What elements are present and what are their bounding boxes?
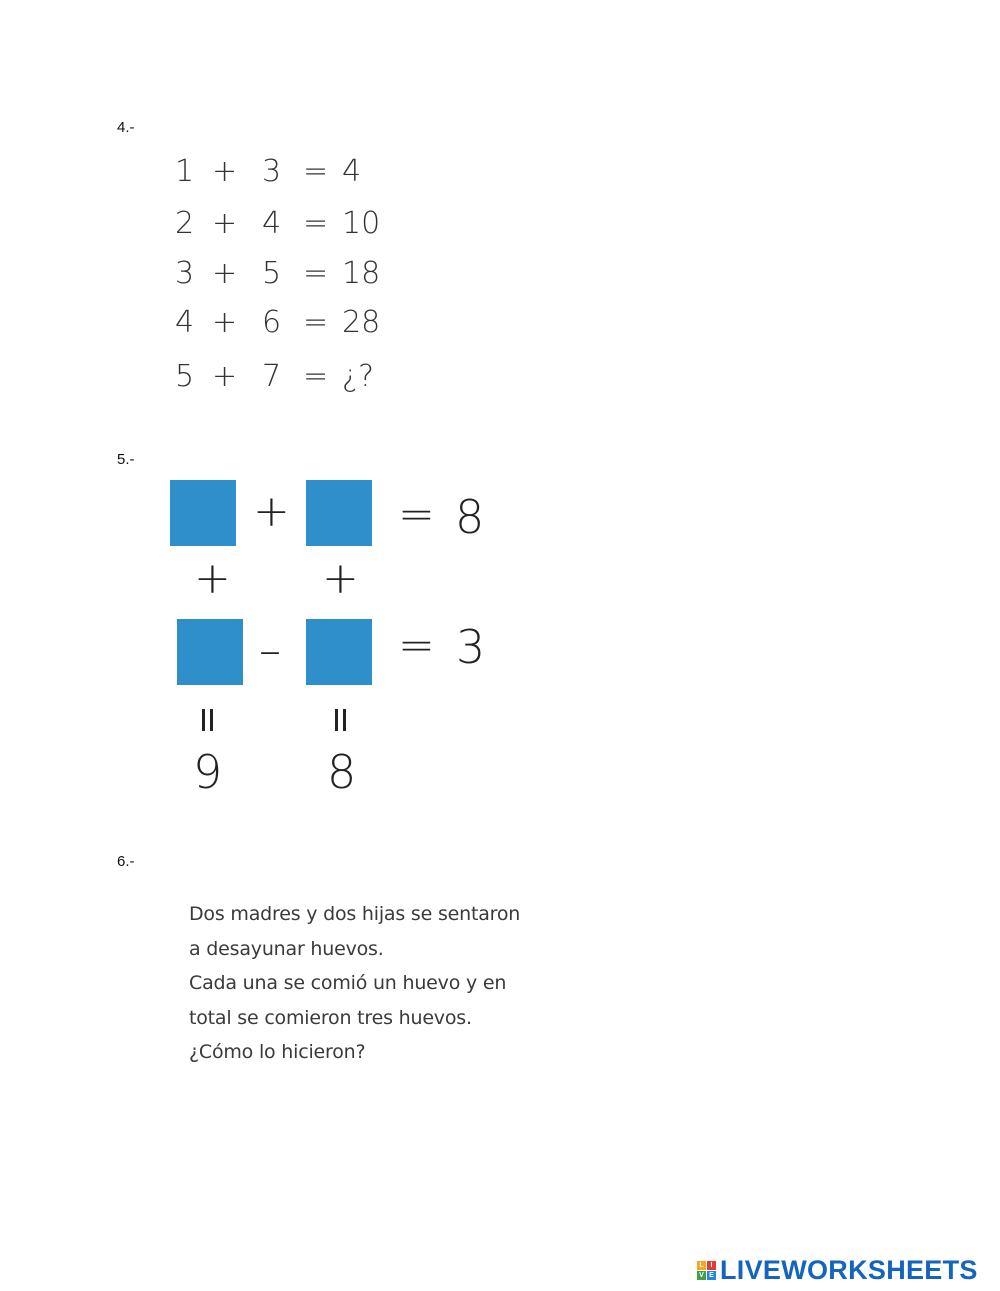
plus-sign: +: [212, 154, 238, 189]
logo-text: LIVEWORKSHEETS: [720, 1255, 978, 1285]
equals-sign: =: [303, 359, 329, 394]
result: 10: [342, 206, 381, 241]
blue-box-bottom-left: [177, 619, 243, 685]
equals-sign: =: [303, 154, 329, 189]
plus-sign-left-column: +: [194, 553, 231, 604]
operand-a: 4: [175, 305, 195, 340]
operand-b: 3: [262, 154, 282, 189]
bottom-row-result: 3: [456, 620, 486, 674]
riddle-line: Dos madres y dos hijas se sentaron: [189, 903, 521, 925]
logo-mark-letter: V: [697, 1271, 706, 1280]
equals-bar-right: [335, 709, 338, 731]
plus-sign: +: [212, 359, 238, 394]
riddle-line: a desayunar huevos.: [189, 937, 384, 960]
equals-sign: =: [398, 489, 435, 540]
equals-bar-right: [343, 709, 346, 731]
operand-b: 5: [262, 256, 282, 291]
equals-sign: =: [303, 305, 329, 340]
question-4-number: 4.-: [117, 119, 135, 136]
riddle-line: Cada una se comió un huevo y en: [189, 972, 507, 994]
riddle-line: ¿Cómo lo hicieron?: [189, 1041, 366, 1063]
operand-a: 5: [175, 359, 195, 394]
equals-bar-left: [210, 709, 213, 731]
logo-mark-letter: E: [707, 1271, 716, 1280]
blue-box-top-right: [306, 480, 372, 546]
blue-box-bottom-right: [306, 619, 372, 685]
operand-b: 7: [262, 359, 282, 394]
result: 4: [342, 154, 362, 189]
riddle-text: [189, 897, 549, 1070]
operand-a: 2: [175, 206, 195, 241]
plus-sign: +: [212, 305, 238, 340]
question-6-number: 6.-: [117, 853, 135, 870]
logo-mark-letter: L: [697, 1261, 706, 1270]
plus-sign: +: [212, 256, 238, 291]
right-column-result: 8: [327, 745, 357, 799]
question-5-number: 5.-: [117, 451, 135, 468]
equals-bar-left: [202, 709, 205, 731]
riddle-line: total se comieron tres huevos.: [189, 1006, 472, 1029]
result-unknown: ¿?: [342, 359, 375, 394]
operand-b: 4: [262, 206, 282, 241]
top-row-result: 8: [455, 490, 485, 544]
minus-sign: –: [259, 625, 281, 676]
left-column-result: 9: [193, 745, 223, 799]
operand-a: 3: [175, 256, 195, 291]
operand-a: 1: [175, 154, 195, 189]
logo-mark-icon: [697, 1261, 716, 1280]
result: 18: [342, 256, 381, 291]
logo-mark-letter: I: [707, 1261, 716, 1270]
operand-b: 6: [262, 305, 282, 340]
equals-sign: =: [303, 256, 329, 291]
equals-sign: =: [303, 206, 329, 241]
plus-sign: +: [212, 206, 238, 241]
equals-sign: =: [398, 620, 435, 671]
plus-sign-right-column: +: [322, 553, 359, 604]
liveworksheets-logo: [697, 1255, 978, 1286]
result: 28: [342, 305, 381, 340]
plus-sign: +: [253, 486, 290, 537]
blue-box-top-left: [170, 480, 236, 546]
